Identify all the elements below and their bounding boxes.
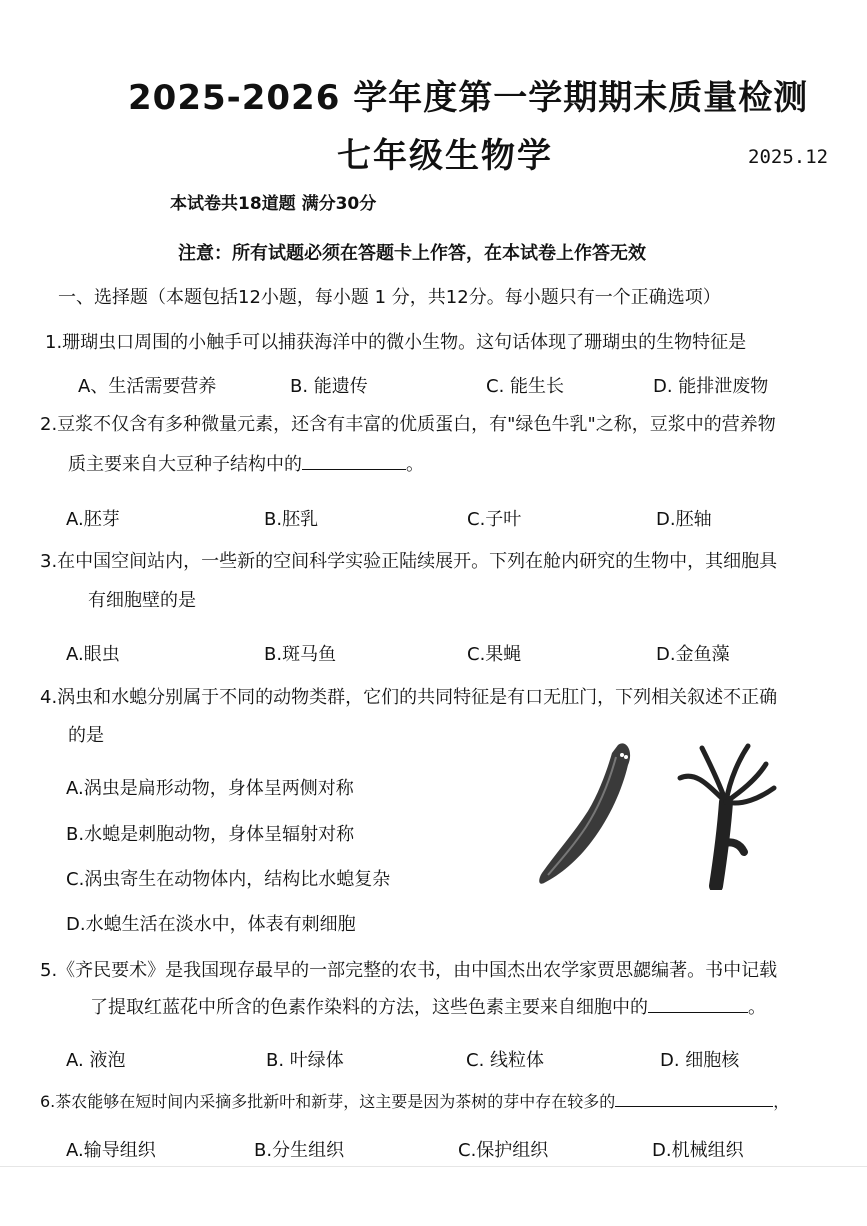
q4-option-a: A.涡虫是扁形动物，身体呈两侧对称 xyxy=(66,778,354,799)
question-5-line-1: 5.《齐民要术》是我国现存最早的一部完整的农书，由中国杰出农学家贾思勰编著。书中记载 xyxy=(40,960,778,981)
q1-option-b: B. 能遗传 xyxy=(290,376,368,397)
q6-option-d: D.机械组织 xyxy=(652,1140,744,1161)
question-5-line-2 xyxy=(90,993,766,1019)
q3-option-c: C.果蝇 xyxy=(467,644,522,665)
question-2-line-1: 2.豆浆不仅含有多种微量元素，还含有丰富的优质蛋白，有"绿色牛乳"之称，豆浆中的营养物 xyxy=(40,414,776,435)
answer-blank xyxy=(615,1090,773,1107)
q4-option-c: C.涡虫寄生在动物体内，结构比水螅复杂 xyxy=(66,869,391,890)
q5-option-a: A. 液泡 xyxy=(66,1050,126,1071)
question-6-line-1 xyxy=(40,1089,789,1112)
question-1-text: 1.珊瑚虫口周围的小触手可以捕获海洋中的微小生物。这句话体现了珊瑚虫的生物特征是 xyxy=(45,332,747,353)
question-3-line-2: 有细胞壁的是 xyxy=(88,590,196,611)
q2-option-b: B.胚乳 xyxy=(264,509,319,530)
q3-option-b: B.斑马鱼 xyxy=(264,644,337,665)
q3-option-d: D.金鱼藻 xyxy=(656,644,730,665)
question-2-line-2-end: 。 xyxy=(406,454,424,475)
question-4-line-2: 的是 xyxy=(68,725,104,746)
q2-option-d: D.胚轴 xyxy=(656,509,712,530)
q1-option-d: D. 能排泄废物 xyxy=(653,376,769,397)
question-5-line-2-end: 。 xyxy=(748,997,766,1018)
planarian-illustration xyxy=(530,735,640,890)
answer-blank xyxy=(302,451,406,470)
question-2-line-2 xyxy=(68,450,424,476)
q3-option-a: A.眼虫 xyxy=(66,644,120,665)
exam-meta: 本试卷共18道题 满分30分 xyxy=(170,194,377,214)
q1-option-c: C. 能生长 xyxy=(486,376,565,397)
q6-option-b: B.分生组织 xyxy=(254,1140,345,1161)
exam-title: 2025-2026 学年度第一学期期末质量检测 xyxy=(128,78,809,118)
q6-option-a: A.输导组织 xyxy=(66,1140,156,1161)
q5-option-c: C. 线粒体 xyxy=(466,1050,545,1071)
exam-notice: 注意：所有试题必须在答题卡上作答，在本试卷上作答无效 xyxy=(178,243,646,264)
page-divider xyxy=(0,1166,867,1167)
exam-subtitle: 七年级生物学 xyxy=(337,136,553,176)
question-4-line-1: 4.涡虫和水螅分别属于不同的动物类群，它们的共同特征是有口无肛门，下列相关叙述不正确 xyxy=(40,687,778,708)
section-heading: 一、选择题（本题包括12小题，每小题 1 分，共12分。每小题只有一个正确选项） xyxy=(58,287,721,308)
q4-option-b: B.水螅是刺胞动物，身体呈辐射对称 xyxy=(66,824,355,845)
exam-date: 2025.12 xyxy=(748,146,829,168)
question-3-line-1: 3.在中国空间站内，一些新的空间科学实验正陆续展开。下列在舱内研究的生物中，其细胞具 xyxy=(40,551,778,572)
hydra-illustration xyxy=(668,740,783,890)
question-6-end: ， xyxy=(773,1092,790,1111)
question-5-line-2-text: 了提取红蓝花中所含的色素作染料的方法，这些色素主要来自细胞中的 xyxy=(90,997,648,1018)
answer-blank xyxy=(648,994,748,1013)
question-2-line-2-text: 质主要来自大豆种子结构中的 xyxy=(68,454,302,475)
q2-option-c: C.子叶 xyxy=(467,509,522,530)
q5-option-d: D. 细胞核 xyxy=(660,1050,740,1071)
q1-option-a: A、生活需要营养 xyxy=(78,376,217,397)
q6-option-c: C.保护组织 xyxy=(458,1140,549,1161)
q5-option-b: B. 叶绿体 xyxy=(266,1050,344,1071)
q4-option-d: D.水螅生活在淡水中，体表有刺细胞 xyxy=(66,914,356,935)
q2-option-a: A.胚芽 xyxy=(66,509,120,530)
question-6-text: 6.茶农能够在短时间内采摘多批新叶和新芽，这主要是因为茶树的芽中存在较多的 xyxy=(40,1092,616,1111)
